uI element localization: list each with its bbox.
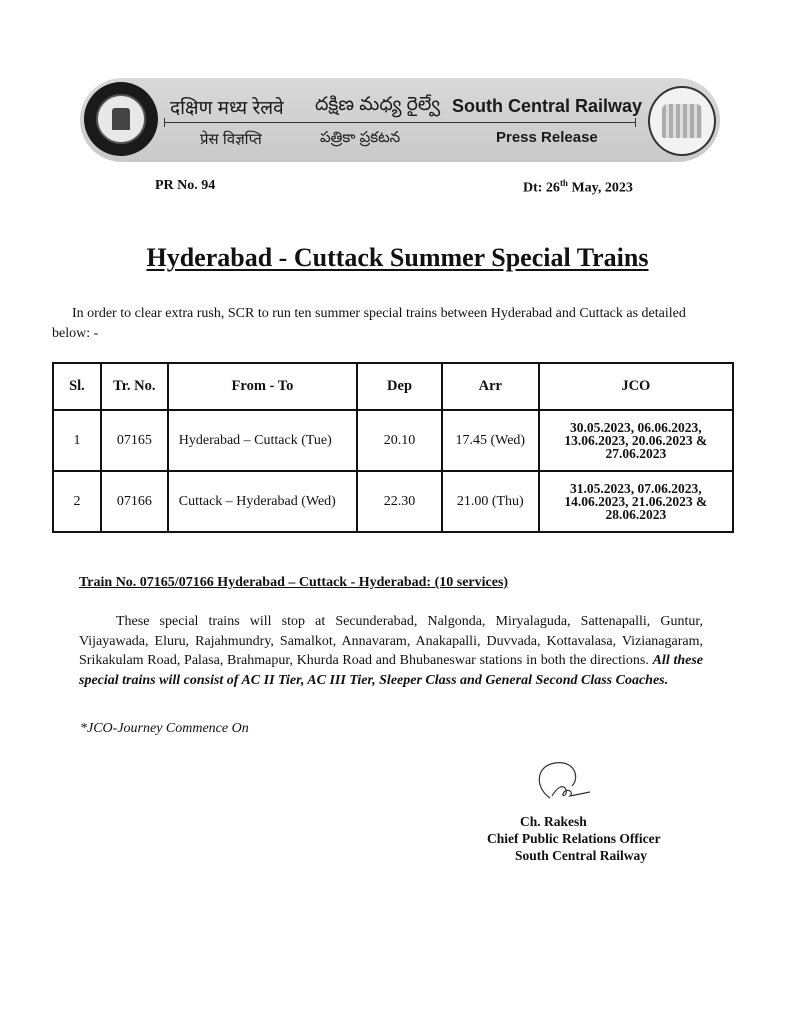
table-header-row (53, 363, 733, 410)
table-row (53, 410, 733, 471)
press-release-number: PR No. 94 (155, 178, 216, 193)
jco-line: 28.06.2023 (605, 507, 667, 522)
cell-jco (539, 410, 733, 471)
table-row (53, 471, 733, 532)
cell-route: Hyderabad – Cuttack (Tue) (168, 410, 357, 471)
coaches-emphasis: All these special trains will consist of AC II Tier, AC III Tier, Sleeper Class and General Second Class Coaches. (79, 653, 703, 688)
english-press-release: Press Release (496, 129, 598, 146)
date-day: Dt: 26 (523, 180, 560, 196)
cell-sl: 2 (53, 471, 101, 532)
train-schedule-table (52, 362, 734, 533)
column-header-jco: JCO (539, 363, 733, 410)
column-header-train-no: Tr. No. (101, 363, 168, 410)
cell-jco (539, 471, 733, 532)
signatory-name: Ch. Rakesh (520, 814, 587, 829)
column-header-from-to: From - To (168, 363, 357, 410)
jco-line: 30.05.2023, 06.06.2023, (570, 420, 702, 435)
section-heading: Train No. 07165/07166 Hyderabad – Cuttack - Hyderabad: (10 services) (79, 575, 509, 590)
jco-line: 27.06.2023 (605, 446, 667, 461)
date-ordinal: th (559, 178, 568, 188)
indian-railways-emblem-icon (84, 82, 158, 156)
date-month-year: May, 2023 (567, 180, 633, 196)
cell-train-no: 07165 (101, 410, 168, 471)
cell-arr: 17.45 (Wed) (442, 410, 539, 471)
column-header-arr: Arr (442, 363, 539, 410)
signature-icon (530, 758, 600, 806)
hindi-press-release: प्रेस विज्ञप्ति (200, 131, 262, 148)
jco-line: 14.06.2023, 21.06.2023 & (564, 494, 708, 509)
cell-route: Cuttack – Hyderabad (Wed) (168, 471, 357, 532)
cell-train-no: 07166 (101, 471, 168, 532)
jco-line: 31.05.2023, 07.06.2023, (570, 481, 702, 496)
intro-paragraph: In order to clear extra rush, SCR to run ten summer special trains between Hyderabad and Cuttack as detailed below: - (52, 306, 686, 341)
english-railway-name: South Central Railway (452, 96, 643, 116)
telugu-railway-name: దక్షిణ మధ్య రైల్వే (315, 94, 441, 115)
cell-sl: 1 (53, 410, 101, 471)
signatory-designation: Chief Public Relations Officer (487, 831, 661, 846)
stops-text: These special trains will stop at Secunderabad, Nalgonda, Miryalaguda, Sattenapalli, Guntur, Vijayawada, Eluru, Rajahmundry, Samalkot, Annavaram, Anakapalli, Duvvada, Kottavalasa, Vizianagaram, Srikakulam Road, Palasa, Brahmapur, Khurda Road and Bhubaneswar stations in both the directions. (79, 614, 703, 668)
jco-line: 13.06.2023, 20.06.2023 & (564, 433, 708, 448)
stops-paragraph (79, 612, 703, 690)
telugu-press-release: పత్రికా ప్రకటన (320, 129, 401, 146)
column-header-sl: Sl. (53, 363, 101, 410)
cell-dep: 22.30 (357, 471, 442, 532)
signatory-organization: South Central Railway (515, 848, 648, 863)
hindi-railway-name: दक्षिण मध्य रेलवे (170, 98, 284, 119)
cell-arr: 21.00 (Thu) (442, 471, 539, 532)
banner-divider (164, 122, 636, 123)
locomotive-emblem-icon (648, 86, 716, 156)
jco-footnote: *JCO-Journey Commence On (80, 721, 249, 736)
press-release-date (523, 178, 633, 197)
cell-dep: 20.10 (357, 410, 442, 471)
page-title: Hyderabad - Cuttack Summer Special Trains (146, 243, 649, 272)
column-header-dep: Dep (357, 363, 442, 410)
